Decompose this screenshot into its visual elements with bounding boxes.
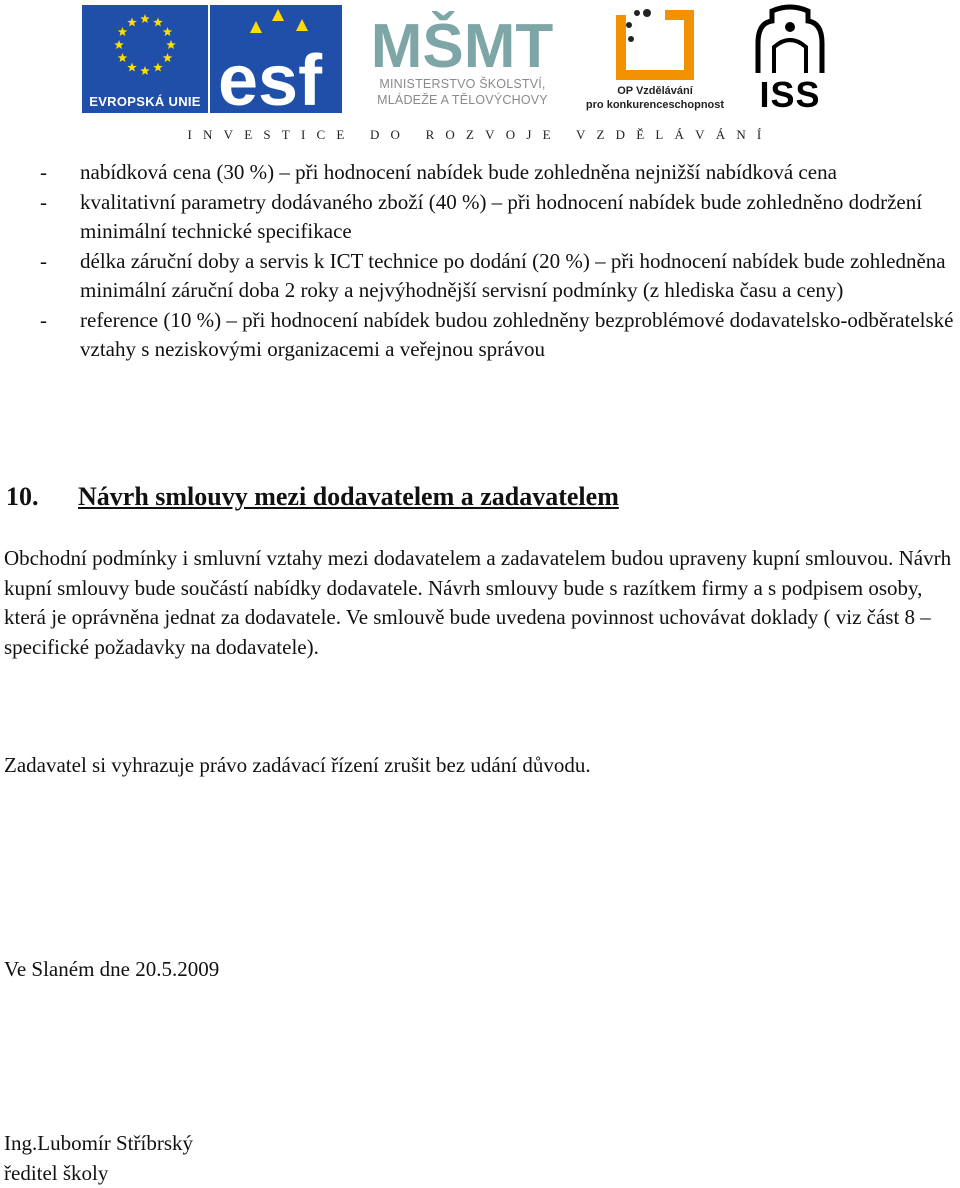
eu-logo-text: EVROPSKÁ UNIE <box>89 94 201 109</box>
list-dash: - <box>40 189 47 214</box>
op-logo <box>585 5 725 113</box>
eu-star-icon <box>118 53 128 62</box>
eu-star-icon <box>140 66 150 75</box>
eu-star-icon <box>153 63 163 72</box>
signature-name: Ing.Lubomír Stříbrský <box>4 1131 193 1155</box>
eu-star-icon <box>114 40 124 49</box>
msmt-logo <box>350 5 575 113</box>
section-number: 10. <box>6 482 39 511</box>
eu-star-icon <box>166 40 176 49</box>
eu-star-icon <box>163 53 173 62</box>
cancel-paragraph: Zadavatel si vyhrazuje právo zadávací řízení zrušit bez udání důvodu. <box>4 753 591 777</box>
signature-role: ředitel školy <box>4 1160 109 1185</box>
list-dash: - <box>40 307 47 332</box>
contract-paragraph: Obchodní podmínky i smluvní vztahy mezi dodavatelem a zadavatelem budou upraveny kupní smlouvou. Návrh kupní smlouvy bude součástí nabídky dodavatele. Návrh smlouvy bude s razítkem firmy a s podpisem osoby, která je oprávněna jednat za dodavatele. Ve smlouvě bude uvedena povinnost uchovávat doklady ( viz část 8 – specifické požadavky na dodavatele). <box>4 546 952 659</box>
eu-star-icon <box>163 27 173 36</box>
list-item-text: délka záruční doby a servis k ICT technice po dodání (20 %) – při hodnocení nabídek bude zohledněna minimální záruční doba 2 roky a nejvýhodnější servisní podmínky (z hlediska času a ceny) <box>80 248 946 302</box>
esf-mark-icon <box>210 5 342 113</box>
esf-logo <box>210 5 342 113</box>
iss-emblem-icon <box>738 3 842 75</box>
list-item <box>40 158 960 188</box>
eu-star-icon <box>118 27 128 36</box>
eu-star-icon <box>127 17 137 26</box>
eu-logo <box>82 5 208 113</box>
iss-logo-text: ISS <box>759 74 821 115</box>
msmt-mark-icon <box>350 5 575 75</box>
list-item-text: kvalitativní parametry dodávaného zboží (40 %) – při hodnocení nabídek bude zohledněno dodržení minimální technické specifikace <box>80 189 923 243</box>
msmt-logo-text: MŠMT <box>370 12 554 75</box>
list-item <box>40 306 960 365</box>
esf-logo-text: esf <box>218 41 323 113</box>
section-title: Návrh smlouvy mezi dodavatelem a zadavatelem <box>78 482 619 511</box>
list-dash: - <box>40 160 47 184</box>
eu-star-icon <box>127 63 137 72</box>
list-item <box>40 188 960 247</box>
list-item-text: nabídková cena (30 %) – při hodnocení nabídek bude zohledněna nejnižší nabídková cena <box>80 160 837 184</box>
place-date: Ve Slaném dne 20.5.2009 <box>4 957 220 981</box>
section-heading <box>6 482 619 512</box>
eu-star-icon <box>153 17 163 26</box>
msmt-line-1: MINISTERSTVO ŠKOLSTVÍ, <box>379 77 546 91</box>
op-line-2: pro konkurenceschopnost <box>585 99 725 111</box>
iss-logo <box>738 3 842 113</box>
eu-star-icon <box>140 14 150 23</box>
eu-flag-icon <box>82 5 208 89</box>
op-mark-icon <box>585 5 725 85</box>
op-line-1: OP Vzdělávání <box>617 85 693 97</box>
signature-block <box>4 1129 193 1188</box>
tagline: INVESTICE DO ROZVOJE VZDĚLÁVÁNÍ <box>187 127 773 142</box>
list-item <box>40 247 960 306</box>
msmt-line-2: MLÁDEŽE A TĚLOVÝCHOVY <box>377 93 548 107</box>
list-item-text: reference (10 %) – při hodnocení nabídek budou zohledněny bezproblémové dodavatelsko-odběratelské vztahy s neziskovými organizacemi a veřejnou správou <box>80 307 954 361</box>
list-dash: - <box>40 248 47 273</box>
criteria-list <box>40 158 960 365</box>
